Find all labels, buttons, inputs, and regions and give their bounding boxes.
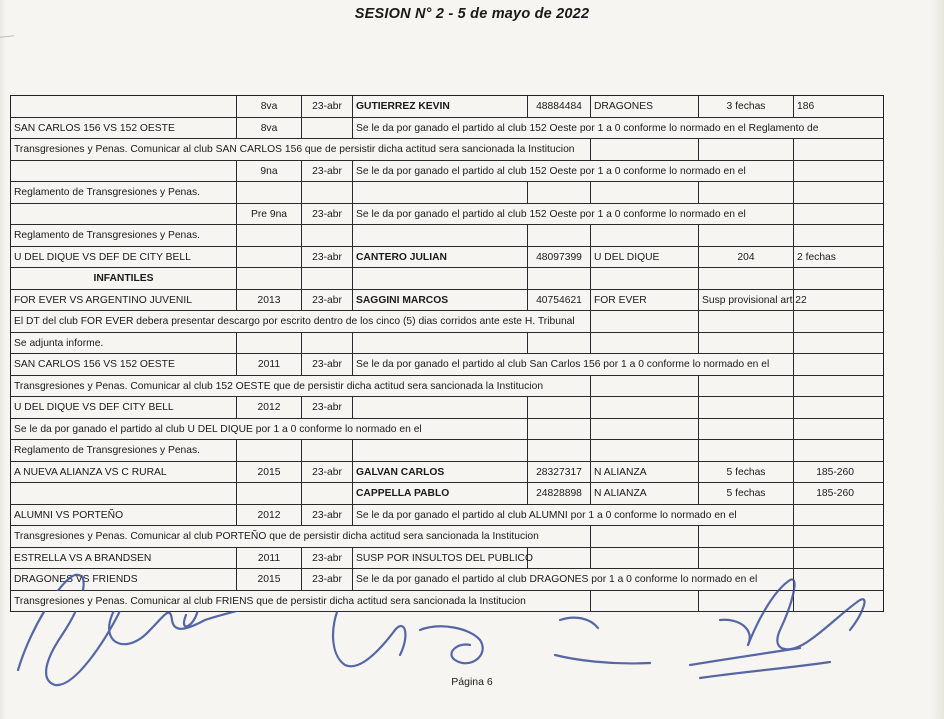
cell-sanc: 5 fechas: [699, 483, 794, 504]
table-row: [11, 96, 883, 118]
cell-dni: 48884484: [528, 96, 591, 117]
cell-name: [353, 268, 528, 289]
sanctions-table: [10, 95, 884, 612]
cell-art: [794, 376, 882, 397]
resolution-text: Se le da por ganado el partido al club DRAGONES por 1 a 0 conforme lo normado en el: [353, 569, 760, 590]
cell-art: 185-260: [816, 466, 854, 478]
cell-club: [591, 591, 699, 612]
cell-cat: 2011: [237, 354, 302, 375]
table-row: [11, 440, 883, 462]
cell-cat: 2015: [237, 462, 302, 483]
table-row: [11, 333, 883, 355]
resolution-text: Se le da por ganado el partido al club 152 Oeste por 1 a 0 conforme lo normado en el: [353, 161, 749, 182]
cell-sanc: [699, 419, 794, 440]
table-row: [11, 462, 883, 484]
cell-date: 23-abr: [302, 290, 353, 311]
cell-name: [353, 225, 528, 246]
cell-cat: [237, 333, 302, 354]
table-row: [11, 505, 883, 527]
cell-art: [794, 419, 882, 440]
cell-club: N ALIANZA: [591, 462, 699, 483]
cell-club: [591, 397, 699, 418]
cell-date: 23-abr: [302, 96, 353, 117]
table-row: [11, 419, 883, 441]
table-row: [11, 268, 883, 290]
cell-art: [794, 268, 882, 289]
cell-sanc: [699, 376, 794, 397]
cell-dni: 24828898: [528, 483, 591, 504]
cell-club: [591, 182, 699, 203]
cell-name: [353, 182, 528, 203]
cell-cat: [237, 182, 302, 203]
cell-sanc: [699, 333, 794, 354]
cell-art: [794, 225, 882, 246]
cell-cat: 8va: [237, 96, 302, 117]
cell-name: SAGGINI MARCOS: [353, 290, 528, 311]
table-row: [11, 569, 883, 591]
cell-art: [794, 182, 882, 203]
table-row: [11, 591, 883, 613]
resolution-text: Transgresiones y Penas. Comunicar al club FRIENS que de persistir dicha actitud sera sancionada la Institucion: [11, 591, 529, 612]
cell-match: FOR EVER VS ARGENTINO JUVENIL: [11, 290, 237, 311]
cell-club: DRAGONES: [591, 96, 699, 117]
cell-sanc: [699, 591, 794, 612]
cell-name: CAPPELLA PABLO: [353, 483, 528, 504]
cell-art: [794, 139, 882, 160]
cell-date: [302, 483, 353, 504]
section-heading: INFANTILES: [11, 268, 237, 289]
cell-art: [794, 333, 882, 354]
resolution-text: Transgresiones y Penas. Comunicar al club SAN CARLOS 156 que de persistir dicha actitud sera sancionada la Institucion: [11, 139, 578, 160]
cell-date: 23-abr: [302, 204, 353, 225]
table-row: [11, 354, 883, 376]
cell-sanc: [699, 139, 794, 160]
cell-art: [794, 440, 882, 461]
table-row: [11, 182, 883, 204]
cell-match: [11, 204, 237, 225]
cell-cat: 9na: [237, 161, 302, 182]
cell-club: [591, 548, 699, 569]
cell-date: 23-abr: [302, 548, 353, 569]
cell-art: [794, 290, 882, 311]
cell-sanc: [699, 225, 794, 246]
cell-sanc: 5 fechas: [699, 462, 794, 483]
cell-cat: Pre 9na: [237, 204, 302, 225]
cell-date: [302, 118, 353, 139]
cell-sanc: [699, 182, 794, 203]
resolution-text: Se le da por ganado el partido al club U DEL DIQUE por 1 a 0 conforme lo normado en el: [11, 419, 425, 440]
cell-dni: 40754621: [528, 290, 591, 311]
cell-sanc: 204: [699, 247, 794, 268]
cell-date: 23-abr: [302, 354, 353, 375]
cell-date: 23-abr: [302, 397, 353, 418]
cell-art: [794, 354, 882, 375]
cell-match: U DEL DIQUE VS DEF DE CITY BELL: [11, 247, 237, 268]
table-row: [11, 161, 883, 183]
cell-sanc: [699, 268, 794, 289]
cell-club: U DEL DIQUE: [591, 247, 699, 268]
cell-name: [353, 397, 528, 418]
cell-dni: [528, 591, 591, 612]
cell-art: [794, 311, 882, 332]
cell-art: [794, 161, 882, 182]
cell-art: [794, 569, 882, 590]
cell-date: 23-abr: [302, 505, 353, 526]
cell-match: DRAGONES VS FRIENDS: [11, 569, 237, 590]
cell-match: [11, 161, 237, 182]
cell-match: [11, 483, 237, 504]
cell-date: [302, 182, 353, 203]
cell-name: CANTERO JULIAN: [353, 247, 528, 268]
cell-art: [794, 591, 882, 612]
table-row: [11, 311, 883, 333]
cell-match: A NUEVA ALIANZA VS C RURAL: [11, 462, 237, 483]
cell-cat: [237, 440, 302, 461]
cell-name: [353, 440, 528, 461]
cell-match: SAN CARLOS 156 VS 152 OESTE: [11, 118, 237, 139]
cell-dni: [528, 268, 591, 289]
cell-sanc: [699, 440, 794, 461]
cell-club: [591, 526, 699, 547]
cell-art: [794, 505, 882, 526]
cell-date: [302, 268, 353, 289]
table-row: [11, 397, 883, 419]
cell-art: [794, 526, 882, 547]
table-row: [11, 139, 883, 161]
cell-cat: 2012: [237, 397, 302, 418]
cell-match: SAN CARLOS 156 VS 152 OESTE: [11, 354, 237, 375]
cell-dni: [528, 548, 591, 569]
cell-art: 2 fechas: [797, 251, 836, 263]
cell-match: [11, 96, 237, 117]
cell-name: GUTIERREZ KEVIN: [353, 96, 528, 117]
cell-club: N ALIANZA: [591, 483, 699, 504]
cell-sanc: [699, 526, 794, 547]
cell-cat: [237, 247, 302, 268]
cell-cat: 2015: [237, 569, 302, 590]
table-row: [11, 483, 883, 505]
page-fold-mark: [0, 35, 14, 97]
cell-match: U DEL DIQUE VS DEF CITY BELL: [11, 397, 237, 418]
cell-club: FOR EVER: [591, 290, 699, 311]
cell-date: [302, 440, 353, 461]
table-row: [11, 247, 883, 269]
table-row: [11, 526, 883, 548]
cell-sanc: [699, 397, 794, 418]
cell-sanc: 3 fechas: [699, 96, 794, 117]
table-row: [11, 290, 883, 312]
resolution-text: El DT del club FOR EVER debera presentar descargo por escrito dentro de los cinco (5) dias corridos ante este H. Tribunal: [11, 311, 578, 332]
cell-date: [302, 333, 353, 354]
cell-match: ESTRELLA VS A BRANDSEN: [11, 548, 237, 569]
cell-club: [591, 333, 699, 354]
cell-date: 23-abr: [302, 569, 353, 590]
cell-club: [591, 376, 699, 397]
cell-date: 23-abr: [302, 462, 353, 483]
resolution-text: Se le da por ganado el partido al club 152 Oeste por 1 a 0 conforme lo normado en el Reglamento de: [353, 118, 822, 139]
cell-dni: [528, 182, 591, 203]
cell-art: 185-260: [816, 488, 854, 499]
resolution-text: Reglamento de Transgresiones y Penas.: [11, 182, 203, 203]
cell-cat: 2013: [237, 290, 302, 311]
cell-dni: 48097399: [528, 247, 591, 268]
cell-cat: [237, 483, 302, 504]
cell-sanc: [699, 548, 794, 569]
table-row: [11, 376, 883, 398]
table-row: [11, 548, 883, 570]
cell-club: [591, 419, 699, 440]
resolution-text: Se adjunta informe.: [11, 333, 106, 354]
cell-dni: [528, 333, 591, 354]
cell-club: [591, 440, 699, 461]
cell-name: SUSP POR INSULTOS DEL PUBLICO: [353, 548, 528, 569]
cell-dni: 28327317: [528, 462, 591, 483]
cell-art: [794, 548, 882, 569]
cell-sanc: Susp provisional art 22: [699, 290, 794, 311]
resolution-text: Se le da por ganado el partido al club ALUMNI por 1 a 0 conforme lo normado en el: [353, 505, 740, 526]
cell-art: [794, 204, 882, 225]
cell-cat: [237, 225, 302, 246]
cell-cat: 2012: [237, 505, 302, 526]
cell-cat: [237, 268, 302, 289]
cell-name: [353, 333, 528, 354]
cell-sanc: [699, 311, 794, 332]
page-title: SESION N° 2 - 5 de mayo de 2022: [354, 6, 590, 22]
cell-name: GALVAN CARLOS: [353, 462, 528, 483]
page-number: Página 6: [451, 676, 493, 688]
resolution-text: Transgresiones y Penas. Comunicar al club PORTEÑO que de persistir dicha actitud sera sancionada la Institucion: [11, 526, 542, 547]
cell-date: [302, 225, 353, 246]
cell-dni: [528, 419, 591, 440]
cell-date: 23-abr: [302, 161, 353, 182]
cell-dni: [528, 397, 591, 418]
cell-club: [591, 225, 699, 246]
resolution-text: Reglamento de Transgresiones y Penas.: [11, 225, 203, 246]
cell-cat: 2011: [237, 548, 302, 569]
resolution-text: Reglamento de Transgresiones y Penas.: [11, 440, 203, 461]
resolution-text: Se le da por ganado el partido al club San Carlos 156 por 1 a 0 conforme lo normado en el: [353, 354, 772, 375]
cell-club: [591, 268, 699, 289]
cell-match: ALUMNI VS PORTEÑO: [11, 505, 237, 526]
cell-date: 23-abr: [302, 247, 353, 268]
cell-dni: [528, 225, 591, 246]
table-row: [11, 204, 883, 226]
table-row: [11, 118, 883, 140]
cell-art: [794, 397, 882, 418]
cell-art: 186: [797, 101, 815, 112]
cell-club: [591, 311, 699, 332]
resolution-text: Se le da por ganado el partido al club 152 Oeste por 1 a 0 conforme lo normado en el: [353, 204, 749, 225]
cell-cat: 8va: [237, 118, 302, 139]
table-row: [11, 225, 883, 247]
cell-club: [591, 139, 699, 160]
cell-dni: [528, 440, 591, 461]
resolution-text: Transgresiones y Penas. Comunicar al club 152 OESTE que de persistir dicha actitud sera sancionada la Institucion: [11, 376, 546, 397]
